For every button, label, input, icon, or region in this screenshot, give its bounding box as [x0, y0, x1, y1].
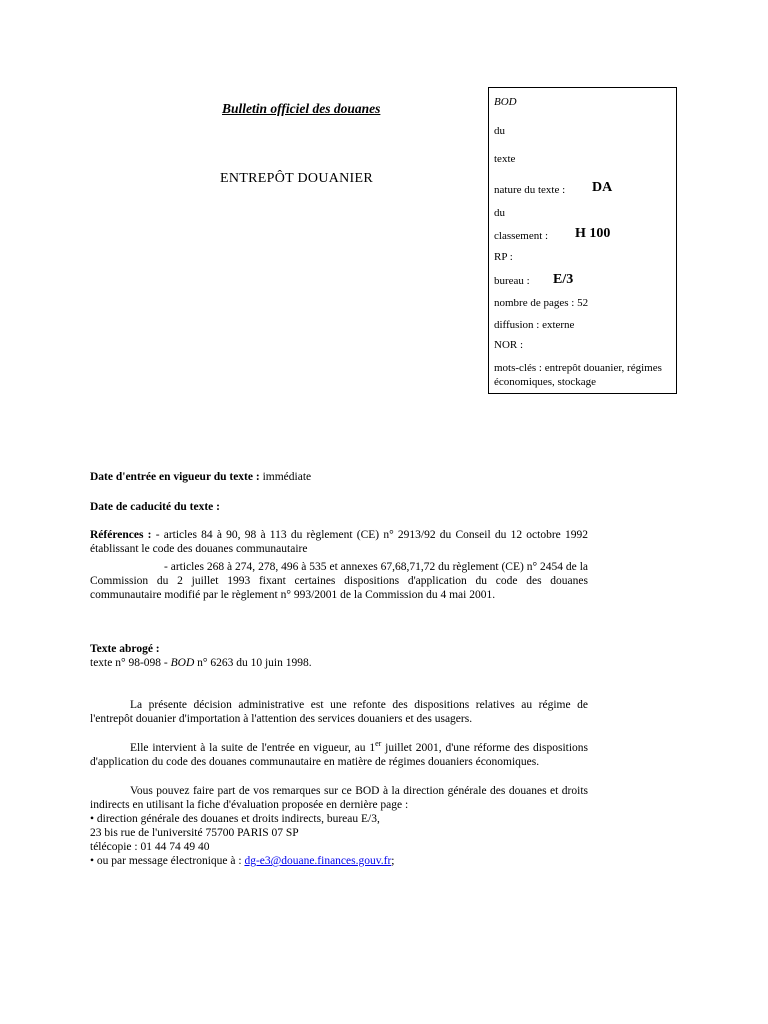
- info-texte: texte: [494, 153, 516, 165]
- contact-4-suffix: ;: [391, 855, 395, 867]
- info-nor: NOR :: [494, 339, 524, 351]
- para-2-a: Elle intervient à la suite de l'entrée en vigueur, au 1: [130, 742, 376, 754]
- info-mots-cles: mots-clés : entrepôt douanier, régimes économiques, stockage: [494, 362, 662, 388]
- info-diffusion: diffusion : externe: [494, 319, 575, 331]
- info-classement-label: classement :: [494, 230, 549, 242]
- info-nature-value: DA: [592, 180, 613, 195]
- references-label: Références :: [90, 529, 152, 541]
- abroge-prefix: texte n° 98-098 -: [90, 657, 168, 669]
- references-2: - articles 268 à 274, 278, 496 à 535 et annexes 67,68,71,72 du règlement (CE) n° 2454 de la Commission du 2 juillet 1993 fixant certaines dispositions d'application du code des douanes communautaire modifié par le règlement n° 993/2001 de la Commission du 4 mai 2001.: [90, 561, 588, 601]
- para-2-sup: er: [375, 739, 382, 749]
- paragraph-refonte: La présente décision administrative est une refonte des dispositions relatives au régime de l'entrepôt douanier d'importation à l'attention des services douaniers et des usagers.: [90, 699, 588, 725]
- texte-abroge-label: Texte abrogé :: [90, 643, 160, 655]
- email-link[interactable]: dg-e3@douane.finances.gouv.fr: [244, 855, 392, 867]
- bulletin-title: Bulletin officiel des douanes: [222, 101, 381, 116]
- paragraph-remarques: Vous pouvez faire part de vos remarques sur ce BOD à la direction générale des douanes et droits indirects en utilisant la fiche d'évaluation proposée en dernière page :: [90, 785, 588, 811]
- abroge-suffix: n° 6263 du 10 juin 1998.: [197, 657, 312, 669]
- document-info-box: [488, 87, 677, 394]
- info-classement-value: H 100: [575, 226, 611, 241]
- abroge-bod: BOD: [170, 657, 195, 669]
- info-du: du: [494, 125, 505, 137]
- paragraph-reforme: [90, 741, 588, 769]
- info-bureau-value: E/3: [553, 272, 574, 287]
- references-1-text: - articles 84 à 90, 98 à 113 du règlement (CE) n° 2913/92 du Conseil du 12 octobre 1992 établissant le code des douanes communautaire: [90, 529, 588, 555]
- references-1: [90, 528, 588, 556]
- info-rp: RP :: [494, 251, 513, 263]
- document-title: ENTREPÔT DOUANIER: [220, 171, 374, 186]
- info-pages: nombre de pages : 52: [494, 297, 589, 309]
- contact-4-prefix: • ou par message électronique à :: [90, 855, 242, 867]
- texte-abroge-value: [90, 656, 588, 670]
- contact-line-1: • direction générale des douanes et droits indirects, bureau E/3,: [90, 813, 380, 825]
- date-vigueur: [90, 470, 588, 484]
- info-du-2: du: [494, 207, 505, 219]
- date-vigueur-value: immédiate: [262, 471, 312, 483]
- info-nature-label: nature du texte :: [494, 184, 566, 196]
- para-2-b: juillet 2001, d'une réforme des dispositions d'application du code des douanes communautaire en matière de régimes douaniers économiques.: [90, 742, 589, 768]
- contact-line-3: télécopie : 01 44 74 49 40: [90, 841, 210, 853]
- date-vigueur-label: Date d'entrée en vigueur du texte :: [90, 471, 260, 483]
- info-bureau-label: bureau :: [494, 275, 530, 287]
- contact-line-2: 23 bis rue de l'université 75700 PARIS 07 SP: [90, 827, 299, 839]
- contact-line-4: [90, 854, 588, 868]
- info-bod: BOD: [494, 96, 517, 108]
- date-caducite-label: Date de caducité du texte :: [90, 501, 220, 513]
